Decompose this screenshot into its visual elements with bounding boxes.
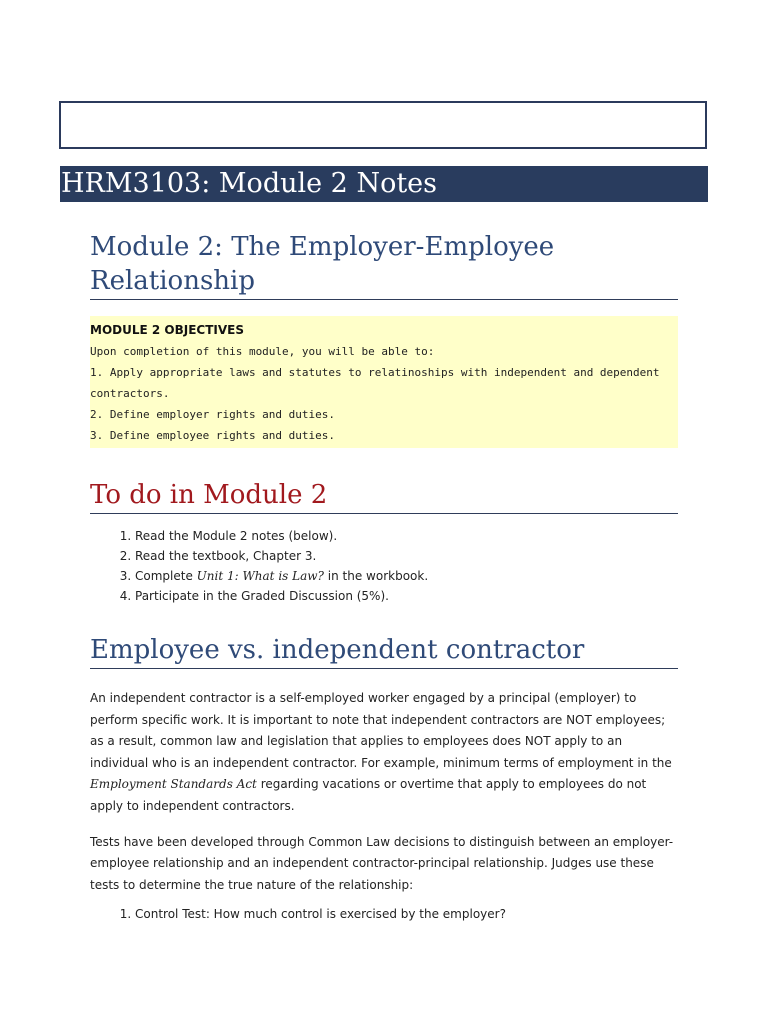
todo-item: 1. Read the Module 2 notes (below). [135,526,678,546]
todo-item [135,566,678,586]
objective-item: contractors. [90,387,170,400]
document-content [90,230,678,924]
test-item: 1. Control Test: How much control is exercised by the employer? [135,904,678,924]
todo-heading: To do in Module 2 [90,478,678,514]
todo-item-text: in the workbook. [323,569,429,583]
objectives-intro: Upon completion of this module, you will be able to: [90,345,435,358]
paragraph-text: regarding vacations or overtime that apply to employees do not apply to independent contractors. [90,777,647,813]
page-title: HRM3103: Module 2 Notes [60,166,708,202]
todo-item: 2. Read the textbook, Chapter 3. [135,546,678,566]
objective-item: 2. Define employer rights and duties. [90,408,336,421]
workbook-unit-title: Unit 1: What is Law? [196,569,324,583]
tests-list [90,904,678,924]
paragraph [90,688,678,818]
paragraph-text: An independent contractor is a self-employed worker engaged by a principal (employer) to perform specific work. It is important to note that independent contractors are NOT employees; as a result, common law and legislation that applies to employees does NOT apply to an individual who is an independent contractor. For example, minimum terms of employment in the [90,691,672,770]
header-empty-box [59,101,707,149]
todo-item-text: Complete [135,569,197,583]
objectives-box [90,316,678,448]
objective-item: 3. Define employee rights and duties. [90,429,336,442]
paragraph: Tests have been developed through Common Law decisions to distinguish between an employer-employee relationship and an independent contractor-principal relationship. Judges use these tests to determine the true nature of the relationship: [90,834,674,892]
todo-list [90,526,678,606]
module-heading: Module 2: The Employer-Employee Relationship [90,230,678,300]
section-heading: Employee vs. independent contractor [90,633,678,669]
objectives-title: MODULE 2 OBJECTIVES [90,323,244,337]
todo-item: 4. Participate in the Graded Discussion (5%). [135,586,678,606]
act-title: Employment Standards Act [90,777,257,792]
objective-item: 1. Apply appropriate laws and statutes to relatinoships with independent and dependent [90,366,660,379]
